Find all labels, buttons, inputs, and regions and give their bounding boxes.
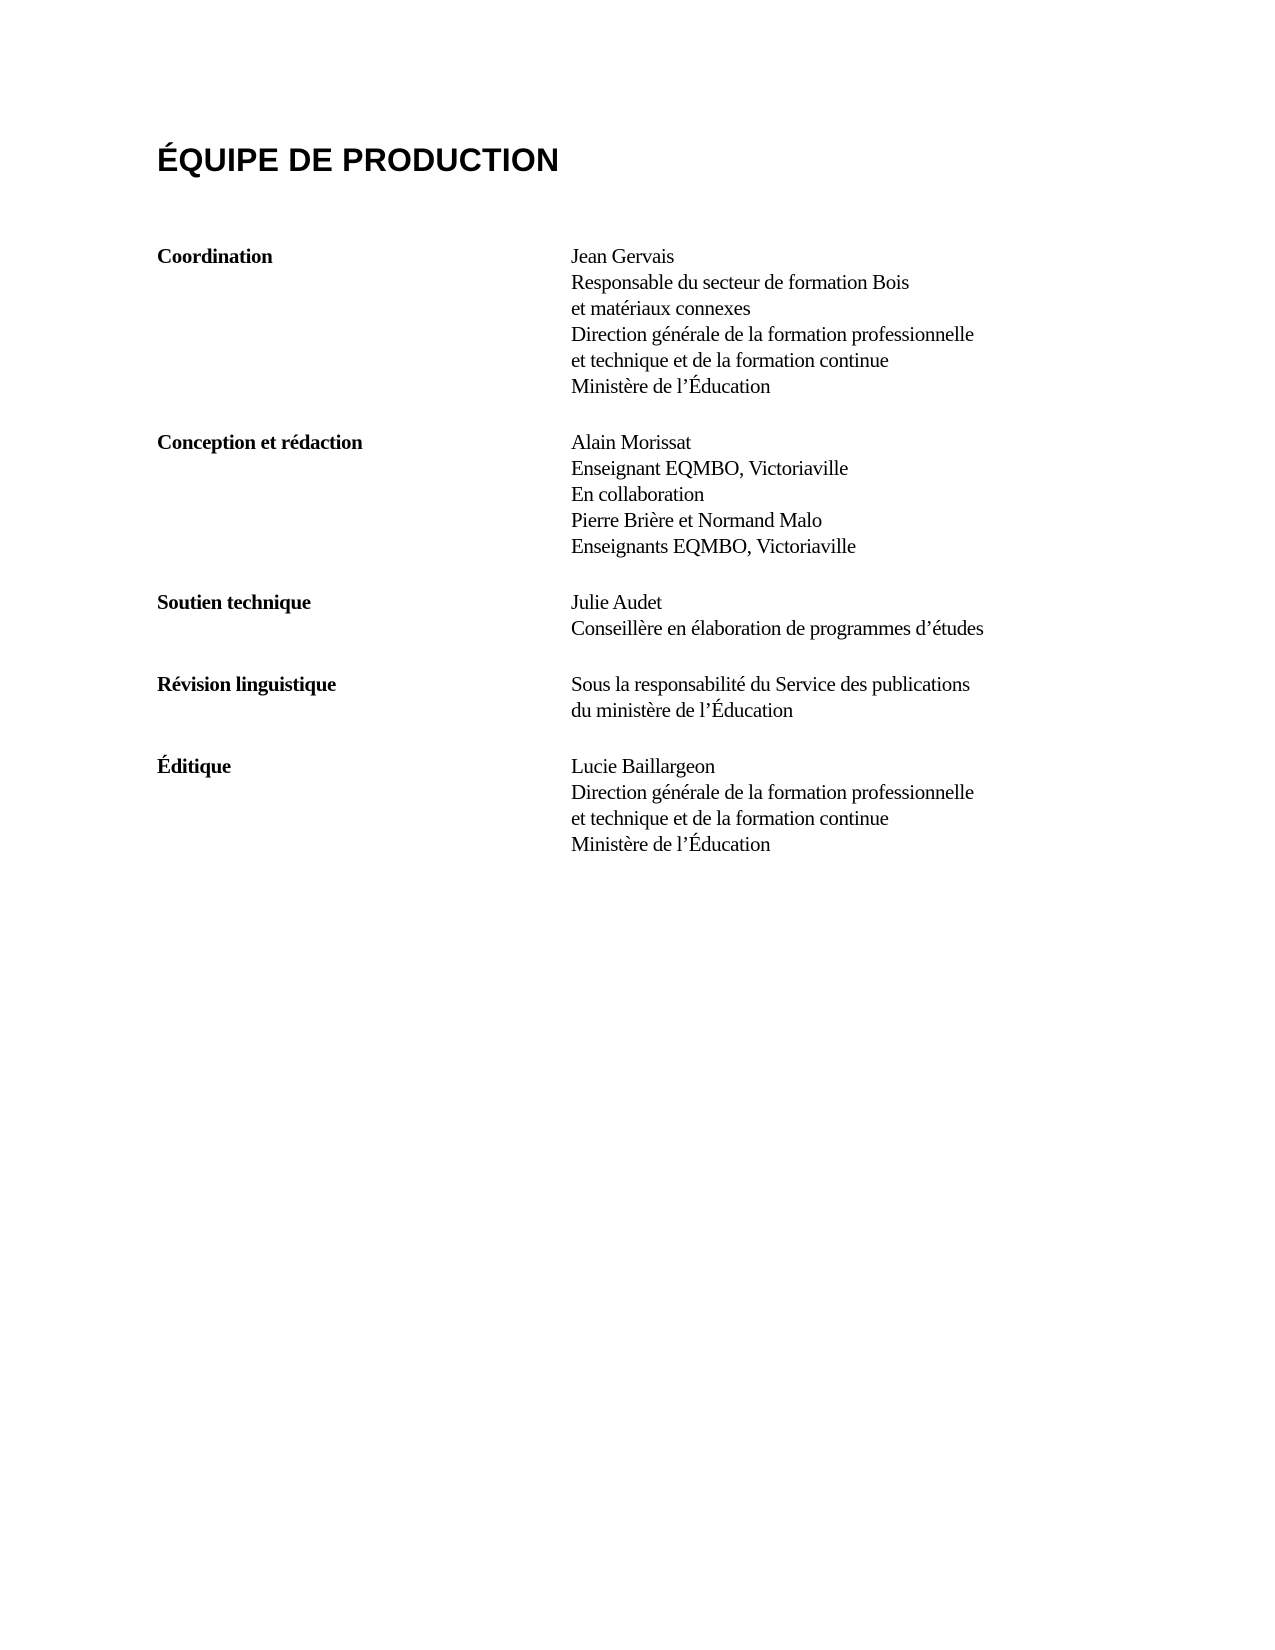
section-details: [571, 429, 856, 559]
section-row: [157, 589, 1197, 641]
page-title: ÉQUIPE DE PRODUCTION: [157, 142, 560, 178]
detail-line: Direction générale de la formation professionnelle: [571, 780, 974, 804]
detail-line: Alain Morissat: [571, 430, 691, 454]
section-row: [157, 753, 1197, 857]
section-label: Éditique: [157, 754, 231, 778]
section-label: Révision linguistique: [157, 672, 336, 696]
section-row: [157, 671, 1197, 723]
section-details: [571, 589, 984, 641]
detail-line: Conseillère en élaboration de programmes d’études: [571, 616, 984, 640]
detail-line: Julie Audet: [571, 590, 662, 614]
detail-line: En collaboration: [571, 482, 704, 506]
section-details: [571, 243, 974, 399]
detail-line: Jean Gervais: [571, 244, 675, 268]
detail-line: Ministère de l’Éducation: [571, 832, 771, 856]
section-label: Conception et rédaction: [157, 430, 363, 454]
detail-line: et technique et de la formation continue: [571, 348, 889, 372]
production-team-list: [157, 243, 1197, 857]
detail-line: Lucie Baillargeon: [571, 754, 715, 778]
page-content: [157, 142, 1197, 887]
detail-line: Pierre Brière et Normand Malo: [571, 508, 822, 532]
detail-line: et technique et de la formation continue: [571, 806, 889, 830]
detail-line: Ministère de l’Éducation: [571, 374, 771, 398]
detail-line: Enseignants EQMBO, Victoriaville: [571, 534, 856, 558]
section-row: [157, 429, 1197, 559]
detail-line: du ministère de l’Éducation: [571, 698, 793, 722]
section-label: Coordination: [157, 244, 273, 268]
detail-line: Responsable du secteur de formation Bois: [571, 270, 910, 294]
section-details: [571, 753, 974, 857]
section-label: Soutien technique: [157, 590, 311, 614]
section-details: [571, 671, 970, 723]
detail-line: et matériaux connexes: [571, 296, 751, 320]
detail-line: Sous la responsabilité du Service des publications: [571, 672, 970, 696]
section-row: [157, 243, 1197, 399]
detail-line: Enseignant EQMBO, Victoriaville: [571, 456, 848, 480]
detail-line: Direction générale de la formation professionnelle: [571, 322, 974, 346]
